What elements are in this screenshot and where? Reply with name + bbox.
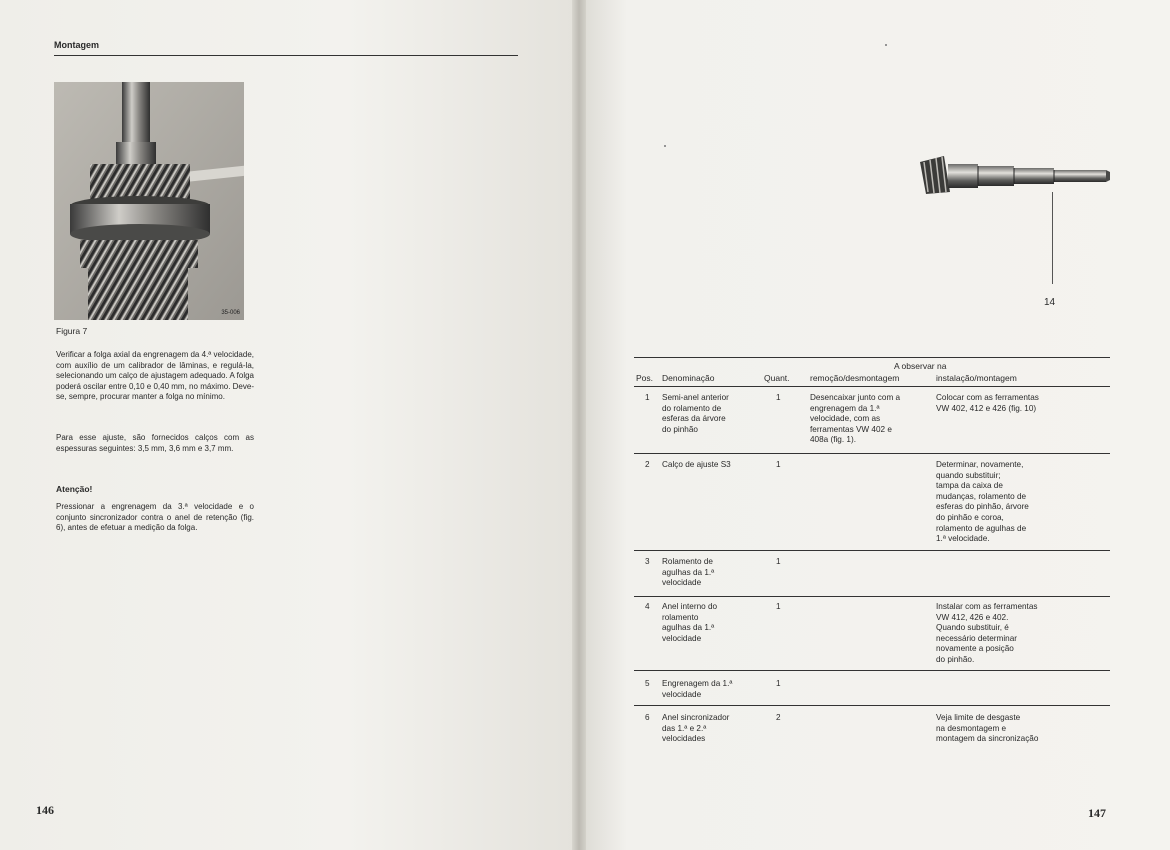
cell-removal: Desencaixar junto com a engrenagem da 1.ª velocidade, com as ferramentas VW 402 e 408a (fig. 1). bbox=[810, 393, 901, 445]
pinion-shaft-illustration bbox=[916, 148, 1112, 204]
book-gutter bbox=[572, 0, 586, 850]
header-divider bbox=[54, 55, 518, 56]
cell-pos: 3 bbox=[645, 557, 650, 566]
cell-qty: 1 bbox=[776, 679, 781, 688]
table-row-divider bbox=[634, 670, 1110, 671]
cell-pos: 4 bbox=[645, 602, 650, 611]
col-header-install: instalação/montagem bbox=[936, 373, 1017, 383]
table-row-divider bbox=[634, 705, 1110, 706]
cell-install: Instalar com as ferramentas VW 412, 426 e 402. Quando substituir, é necessário determinar novamente a posição do pinhão. bbox=[936, 602, 1038, 664]
callout-number: 14 bbox=[1044, 297, 1056, 308]
cell-name: Calço de ajuste S3 bbox=[662, 460, 731, 469]
col-header-pos: Pos. bbox=[636, 373, 654, 383]
cell-install: Determinar, novamente, quando substituir; tampa da caixa de mudanças, rolamento de esferas do pinhão, árvore do pinhão e coroa, rolamento de agulhas de 1.ª velocidade. bbox=[936, 460, 1029, 544]
cell-name: Engrenagem da 1.ª velocidade bbox=[662, 679, 733, 699]
paragraph-shims: Para esse ajuste, são fornecidos calços com as espessuras seguintes: 3,5 mm, 3,6 mm e 3,7 mm. bbox=[56, 433, 254, 453]
callout-leader-line bbox=[1052, 192, 1053, 284]
cell-qty: 1 bbox=[776, 602, 781, 611]
figure-code: 35-006 bbox=[221, 310, 240, 316]
cell-pos: 1 bbox=[645, 393, 650, 402]
cell-qty: 1 bbox=[776, 393, 781, 402]
cell-install: Veja limite de desgaste na desmontagem e montagem da sincronização bbox=[936, 713, 1039, 744]
cell-pos: 5 bbox=[645, 679, 650, 688]
page-number-right: 147 bbox=[1088, 806, 1106, 820]
cell-install: Colocar com as ferramentas VW 402, 412 e 426 (fig. 10) bbox=[936, 393, 1039, 413]
cell-name: Anel interno do rolamento agulhas da 1.ª velocidade bbox=[662, 602, 718, 643]
table-row-divider bbox=[634, 596, 1110, 597]
paragraph-axial-play: Verificar a folga axial da engrenagem da 4.ª velocidade, com auxílio de um calibrador de lâminas, e regulá-la, selecionando um calço de ajustagem adequado. A folga poderá oscilar entre 0,10 e 0,40 mm, no máximo. Deve-se, sempre, procurar manter a folga no mínimo. bbox=[56, 350, 254, 402]
cell-qty: 1 bbox=[776, 460, 781, 469]
figure-7-photo bbox=[54, 82, 244, 320]
page-number-left: 146 bbox=[36, 803, 54, 817]
col-header-name: Denominação bbox=[662, 373, 715, 383]
paper-speck bbox=[885, 44, 887, 46]
figure-caption: Figura 7 bbox=[56, 326, 88, 336]
cell-pos: 6 bbox=[645, 713, 650, 722]
cell-name: Semi-anel anterior do rolamento de esferas da árvore do pinhão bbox=[662, 393, 729, 434]
cell-pos: 2 bbox=[645, 460, 650, 469]
section-title: Montagem bbox=[54, 40, 99, 50]
col-header-removal: remoção/desmontagem bbox=[810, 373, 900, 383]
attention-heading: Atenção! bbox=[56, 484, 93, 494]
cell-name: Rolamento de agulhas da 1.ª velocidade bbox=[662, 557, 715, 588]
table-group-header: A observar na bbox=[894, 361, 947, 371]
table-row-divider bbox=[634, 550, 1110, 551]
table-header-rule bbox=[634, 386, 1110, 387]
table-top-rule bbox=[634, 357, 1110, 358]
col-header-qty: Quant. bbox=[764, 373, 790, 383]
cell-qty: 2 bbox=[776, 713, 781, 722]
cell-name: Anel sincronizador das 1.ª e 2.ª velocidades bbox=[662, 713, 730, 744]
table-row-divider bbox=[634, 453, 1110, 454]
paper-speck bbox=[664, 145, 666, 147]
paragraph-attention: Pressionar a engrenagem da 3.ª velocidade e o conjunto sincronizador contra o anel de retenção (fig. 6), antes de efetuar a medição da folga. bbox=[56, 502, 254, 533]
cell-qty: 1 bbox=[776, 557, 781, 566]
